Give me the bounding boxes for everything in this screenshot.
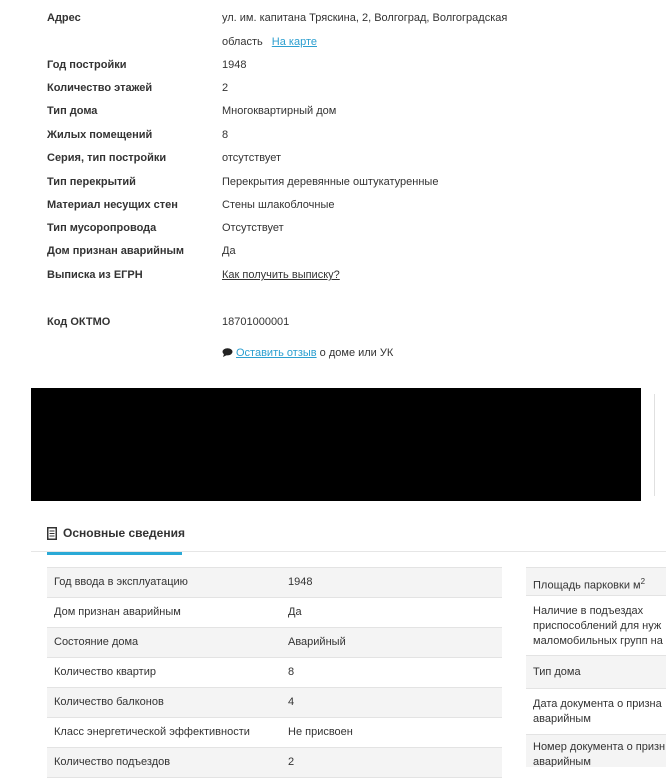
table-row [47,688,502,718]
row-value: Аварийный [288,636,346,648]
row-value: 2 [288,756,295,768]
egrn-label: Выписка из ЕГРН [47,269,143,281]
table-row [47,748,502,778]
detail-label: Тип мусоропровода [47,222,157,234]
row-key-line: Номер документа о призн [533,741,666,753]
table-row [47,598,502,628]
row-value: 1948 [288,576,313,588]
row-key: Класс энергетической эффективности [54,726,250,738]
row-key-line: приспособлений для нуж [533,620,662,632]
detail-label: Количество этажей [47,82,153,94]
egrn-link[interactable]: Как получить выписку? [222,269,340,281]
row-value: Да [288,606,302,618]
table-row [47,658,502,688]
table-row [47,568,502,598]
address-value-cont [222,36,317,48]
row-key: Количество балконов [54,696,164,708]
detail-value: Многоквартирный дом [222,105,337,117]
house-details [0,0,666,380]
row-key-line: Наличие в подъездах [533,605,644,617]
redacted-area [31,388,641,501]
detail-value: 1948 [222,59,247,71]
detail-label: Дом признан аварийным [47,245,185,257]
review-suffix: о доме или УК [316,347,394,359]
oktmo-label: Код ОКТМО [47,316,111,328]
address-label: Адрес [47,12,81,24]
row-value: Не присвоен [288,726,353,738]
table-row [526,595,666,656]
row-key-line: Дата документа о призна [533,698,662,710]
detail-value: 2 [222,82,229,94]
main-info-table [47,567,502,778]
section-title: Основные сведения [63,526,185,540]
row-key: Тип дома [533,666,581,678]
detail-value: Стены шлакоблочные [222,199,335,211]
detail-value: отсутствует [222,152,282,164]
row-value: 8 [288,666,295,678]
row-key: Количество подъездов [54,756,171,768]
detail-value: 8 [222,129,229,141]
row-value: 4 [288,696,295,708]
address-value-line2: область [222,36,263,48]
row-key-line: маломобильных групп на [533,635,663,647]
detail-label: Тип дома [47,105,98,117]
section-tab[interactable] [47,520,185,555]
row-key-line: аварийным [533,756,591,767]
row-key-line: аварийным [533,713,591,725]
document-icon [47,527,57,540]
detail-label: Тип перекрытий [47,176,136,188]
map-link[interactable]: На карте [271,36,317,48]
detail-value: Да [222,245,236,257]
review-line [222,347,393,359]
secondary-info-table [526,567,666,767]
detail-label: Год постройки [47,59,127,71]
divider [654,394,666,496]
parking-unit-sup: 2 [640,577,646,586]
comment-icon [222,348,233,357]
table-row [526,735,666,767]
detail-label: Материал несущих стен [47,199,178,211]
table-row [526,656,666,689]
table-row [47,718,502,748]
parking-label: Площадь парковки м [533,579,641,592]
detail-value: Перекрытия деревянные оштукатуренные [222,176,439,188]
table-row [526,689,666,735]
row-key: Дом признан аварийным [54,606,181,618]
table-row [47,628,502,658]
row-key: Количество квартир [54,666,156,678]
detail-label: Серия, тип постройки [47,152,167,164]
table-row [526,567,666,596]
row-key: Год ввода в эксплуатацию [54,576,188,588]
row-key: Состояние дома [54,636,139,648]
address-value: ул. им. капитана Тряскина, 2, Волгоград, Волгоградская [222,12,508,24]
detail-value: Отсутствует [222,222,284,234]
detail-label: Жилых помещений [47,129,153,141]
oktmo-value: 18701000001 [222,316,290,328]
leave-review-link[interactable]: Оставить отзыв [236,347,317,359]
row-key [533,574,645,594]
